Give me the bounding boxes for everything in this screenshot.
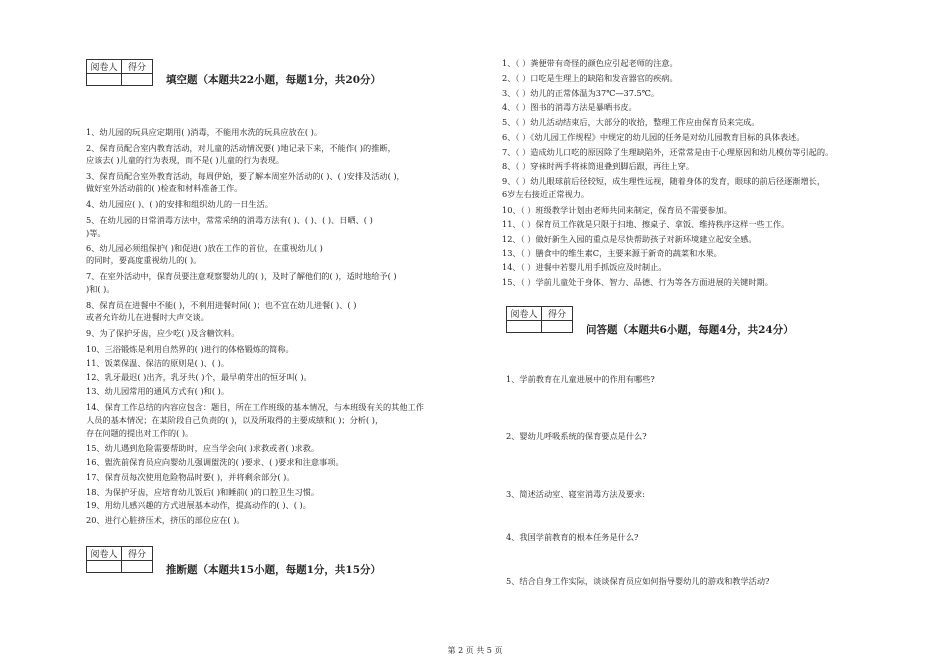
question-line: 3、（ ）幼儿的正常体温为37℃—37.5℃。 bbox=[502, 88, 660, 98]
question-line: 4、我国学前教育的根本任务是什么? bbox=[506, 532, 639, 542]
score-label: 得分 bbox=[122, 60, 153, 74]
question-line: 11、（ ）保育员工作就是只限于扫地、擦桌子、拿饭、维持秩序这样一些工作。 bbox=[502, 219, 790, 229]
section-title-fill: 填空题（本题共22小题，每题1分，共20分） bbox=[166, 74, 382, 86]
question-line: 6、（ ）《幼儿园工作规程》中规定的幼儿园的任务是对幼儿园教育目标的具体表述。 bbox=[502, 132, 805, 142]
question-line: 19、用幼儿感兴趣的方式进展基本动作，提高动作的( )、( )。 bbox=[86, 500, 311, 510]
question-line: 11、饭菜保温、保洁的原则是( )、( )。 bbox=[86, 358, 230, 368]
question-line: 的同时，要高度重视幼儿的( )。 bbox=[86, 255, 202, 265]
score-box-fill bbox=[86, 59, 153, 86]
reviewer-label: 阅卷人 bbox=[87, 547, 122, 561]
question-line: 18、为保护牙齿，应培育幼儿饭后( )和睡前( )的口腔卫生习惯。 bbox=[86, 487, 320, 497]
question-line: 15、幼儿遇到危险需要帮助时，应当学会向( )求救或者( )求救。 bbox=[86, 443, 320, 453]
question-line: 10、（ ）班级教学计划由老师共同来制定，保育员不需要参加。 bbox=[502, 205, 732, 215]
question-line: 6、幼儿园必须组保护( )和促进( )放在工作的首位，在重视幼儿( ) bbox=[86, 243, 323, 253]
question-line: 4、（ ）图书的消毒方法是暴晒书皮。 bbox=[502, 102, 637, 112]
question-line: 1、幼儿园的玩具应定期用( )消毒，不能用水洗的玩具应放在( )。 bbox=[86, 127, 323, 137]
question-line: 应该去( )儿童的行为表现，而不是( )儿童的行为表现。 bbox=[86, 155, 285, 165]
question-line: 人员的基本情况；在某阶段自己负责的( )，以及所取得的主要成绩和( )；分析( )， bbox=[86, 415, 384, 425]
question-line: 3、保育员配合室外教育活动，每周伊始，要了解本周室外活动的( )、( )安排及活动( )， bbox=[86, 171, 405, 181]
question-line: 15、（ ）学前儿童处于身体、智力、品德、行为等各方面进展的关键时期。 bbox=[502, 277, 773, 287]
score-box-judge bbox=[86, 546, 153, 573]
question-line: 做好室外活动前的( )检查和材料准备工作。 bbox=[86, 183, 243, 193]
question-line: 13、幼儿园常用的通风方式有( )和( )。 bbox=[86, 386, 230, 396]
score-box-qa bbox=[506, 306, 573, 333]
question-line: 16、盥洗前保育员应向婴幼儿强调盥洗的( )要求、( )要求和注意事项。 bbox=[86, 457, 344, 467]
question-line: 14、保育工作总结的内容应包含：题目，所在工作班级的基本情况，与本班级有关的其他工作 bbox=[86, 402, 424, 412]
question-line: 8、保育员在进餐中不能( )，不利用进餐时间( )；也不宜在幼儿进餐( )、( ) bbox=[86, 300, 357, 310]
page-footer: 第 2 页 共 5 页 bbox=[447, 646, 503, 655]
reviewer-label: 阅卷人 bbox=[507, 307, 542, 321]
question-line: 9、（ ）幼儿眼球前后径较短，成生理性远视，随着身体的发育，眼球的前后径逐渐增长， bbox=[502, 176, 826, 186]
question-line: 20、进行心脏挤压术，挤压的部位应在( )。 bbox=[86, 515, 245, 525]
score-label: 得分 bbox=[542, 307, 573, 321]
question-line: 1、学前教育在儿童进展中的作用有哪些? bbox=[506, 374, 655, 384]
question-line: 17、保育员每次使用危险物品时要( )，并将剩余部分( )。 bbox=[86, 472, 295, 482]
question-line: 1、（ ）粪便带有奇怪的颜色应引起老师的注意。 bbox=[502, 58, 678, 68]
question-line: 或者允许幼儿在进餐时大声交谈。 bbox=[86, 312, 209, 322]
reviewer-label: 阅卷人 bbox=[87, 60, 122, 74]
question-line: 13、（ ）膳食中的维生素C，主要来源于新奇的蔬菜和水果。 bbox=[502, 248, 722, 258]
question-line: 6岁左右接近正常视力。 bbox=[502, 189, 590, 199]
question-line: 10、三浴锻炼是利用自然界的( )进行的体格锻炼的简称。 bbox=[86, 344, 294, 354]
question-line: 12、（ ）做好新生入园的重点是尽快帮助孩子对新环境建立起安全感。 bbox=[502, 234, 757, 244]
question-line: )和( )。 bbox=[86, 284, 115, 294]
question-line: 2、保育员配合室内教育活动，对儿童的活动情况要( )地记录下来，不能作( )的推断， bbox=[86, 143, 396, 153]
question-line: 4、幼儿园应( )、( )的安排和组织幼儿的一日生活。 bbox=[86, 199, 273, 209]
question-line: 5、（ ）幼儿活动结束后，大部分的收拾，整理工作应由保育员来完成。 bbox=[502, 117, 760, 127]
question-line: 12、乳牙最迟( )出齐，乳牙共( )个，最早萌芽出的恒牙叫( )。 bbox=[86, 372, 312, 382]
question-line: 2、（ ）口吃是生理上的缺陷和发音器官的疾病。 bbox=[502, 73, 678, 83]
question-line: 5、在幼儿园的日常消毒方法中，常常采纳的消毒方法有( )、( )、( )、日晒、( ) bbox=[86, 215, 373, 225]
question-line: )等。 bbox=[86, 228, 106, 238]
question-line: 2、婴幼儿呼吸系统的保育要点是什么? bbox=[506, 431, 647, 441]
section-title-judge: 推断题（本题共15小题，每题1分，共15分） bbox=[166, 564, 382, 576]
question-line: 14、（ ）进餐中若婴儿用手抓饭应及时制止。 bbox=[502, 262, 667, 272]
question-line: 5、结合自身工作实际，谈谈保育员应如何指导婴幼儿的游戏和教学活动? bbox=[506, 576, 770, 586]
section-title-qa: 问答题（本题共6小题，每题4分，共24分） bbox=[586, 324, 794, 336]
question-line: 7、（ ）造成幼儿口吃的原因除了生理缺陷外，还常常是由于心理原因和幼儿模仿等引起的。 bbox=[502, 147, 834, 157]
question-line: 7、在室外活动中，保育员要注意观察婴幼儿的( )，及时了解他们的( )，适时地给予( ) bbox=[86, 271, 397, 281]
question-line: 9、为了保护牙齿，应少吃( )及含糖饮料。 bbox=[86, 328, 240, 338]
question-line: 存在问题的提出对工作的( )。 bbox=[86, 428, 194, 438]
question-line: 3、简述活动室、寝室消毒方法及要求: bbox=[506, 489, 645, 499]
score-label: 得分 bbox=[122, 547, 153, 561]
question-line: 8、（ ）穿袜时两手将袜筒退叠到脚后跟，再往上穿。 bbox=[502, 161, 695, 171]
